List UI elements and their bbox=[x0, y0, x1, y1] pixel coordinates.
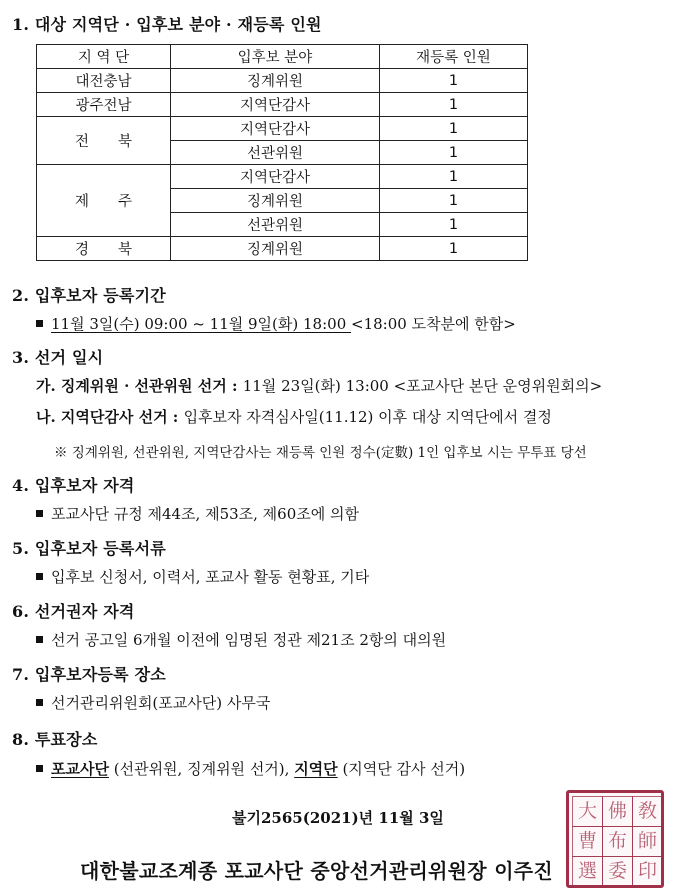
seal-glyph: 委 bbox=[602, 856, 633, 887]
seal-glyph: 印 bbox=[632, 856, 663, 887]
field-cell: 징계위원 bbox=[171, 69, 380, 93]
documents-text: 입후보 신청서, 이력서, 포교사 활동 현황표, 기타 bbox=[51, 568, 370, 586]
table-row bbox=[37, 69, 528, 93]
table-header-row bbox=[37, 45, 528, 69]
section-1-heading: 1. 대상 지역단 · 입후보 분야 · 재등록 인원 bbox=[12, 15, 322, 34]
election-date-a bbox=[36, 375, 602, 396]
seal-glyph: 佛 bbox=[602, 796, 633, 827]
election-date-b bbox=[36, 406, 552, 427]
section-5-heading: 5. 입후보자 등록서류 bbox=[12, 539, 166, 558]
voter-qualification-item bbox=[36, 629, 446, 650]
count-cell: 1 bbox=[380, 189, 528, 213]
period-text: 11월 3일(수) 09:00 ~ 11월 9일(화) 18:00 bbox=[51, 315, 352, 333]
count-cell: 1 bbox=[380, 117, 528, 141]
bullet-square-icon bbox=[36, 510, 43, 517]
period-note: <18:00 도착분에 한함> bbox=[351, 315, 516, 333]
voting-place-2-note: (지역단 감사 선거) bbox=[337, 760, 466, 778]
signature-line: 대한불교조계종 포교사단 중앙선거관리위원장 이주진 bbox=[80, 859, 554, 883]
bullet-square-icon bbox=[36, 573, 43, 580]
bullet-square-icon bbox=[36, 636, 43, 643]
election-a-text: 11월 23일(화) 13:00 <포교사단 본단 운영위원회의> bbox=[242, 377, 603, 395]
election-b-label: 나. 지역단감사 선거 : bbox=[36, 408, 184, 426]
field-cell: 지역단감사 bbox=[171, 117, 380, 141]
field-cell: 징계위원 bbox=[171, 237, 380, 261]
election-a-label: 가. 징계위원 · 선관위원 선거 : bbox=[36, 377, 243, 395]
section-6-heading: 6. 선거권자 자격 bbox=[12, 602, 135, 621]
section-2-heading: 2. 입후보자 등록기간 bbox=[12, 286, 166, 305]
document-date: 불기2565(2021)년 11월 3일 bbox=[232, 809, 444, 827]
registration-period bbox=[36, 313, 516, 334]
election-note: ※ 징계위원, 선관위원, 지역단감사는 재등록 인원 정수(定數) 1인 입후보 시는 무투표 당선 bbox=[54, 445, 587, 461]
table-header-region: 지 역 단 bbox=[37, 45, 171, 69]
registration-place-text: 선거관리위원회(포교사단) 사무국 bbox=[51, 694, 271, 712]
documents-item bbox=[36, 566, 369, 587]
count-cell: 1 bbox=[380, 237, 528, 261]
seal-glyph: 布 bbox=[602, 826, 633, 857]
table-header-count: 재등록 인원 bbox=[380, 45, 528, 69]
count-cell: 1 bbox=[380, 69, 528, 93]
region-table bbox=[36, 44, 528, 261]
election-b-text: 입후보자 자격심사일(11.12) 이후 대상 지역단에서 결정 bbox=[183, 408, 552, 426]
voting-place-item bbox=[36, 758, 465, 779]
seal-glyph: 敎 bbox=[632, 796, 663, 827]
seal-glyph: 曹 bbox=[572, 826, 603, 857]
field-cell: 선관위원 bbox=[171, 213, 380, 237]
bullet-square-icon bbox=[36, 320, 43, 327]
field-cell: 선관위원 bbox=[171, 141, 380, 165]
section-3-heading: 3. 선거 일시 bbox=[12, 348, 104, 367]
section-8-heading: 8. 투표장소 bbox=[12, 730, 98, 749]
table-row bbox=[37, 237, 528, 261]
seal-glyph: 師 bbox=[632, 826, 663, 857]
table-header-field: 입후보 분야 bbox=[171, 45, 380, 69]
voting-place-2: 지역단 bbox=[294, 760, 338, 778]
field-cell: 징계위원 bbox=[171, 189, 380, 213]
voter-qualification-text: 선거 공고일 6개월 이전에 임명된 정관 제21조 2항의 대의원 bbox=[51, 631, 447, 649]
region-cell: 경 북 bbox=[37, 237, 171, 261]
bullet-square-icon bbox=[36, 765, 43, 772]
region-cell: 제 주 bbox=[37, 165, 171, 237]
seal-glyph: 大 bbox=[572, 796, 603, 827]
section-4-heading: 4. 입후보자 자격 bbox=[12, 476, 135, 495]
qualification-item bbox=[36, 503, 359, 524]
section-7-heading: 7. 입후보자등록 장소 bbox=[12, 665, 166, 684]
count-cell: 1 bbox=[380, 141, 528, 165]
region-cell: 광주전남 bbox=[37, 93, 171, 117]
count-cell: 1 bbox=[380, 93, 528, 117]
region-cell: 전 북 bbox=[37, 117, 171, 165]
voting-place-1-note: (선관위원, 징계위원 선거), bbox=[108, 760, 295, 778]
table-row bbox=[37, 93, 528, 117]
field-cell: 지역단감사 bbox=[171, 93, 380, 117]
count-cell: 1 bbox=[380, 165, 528, 189]
seal-glyph: 選 bbox=[572, 856, 603, 887]
count-cell: 1 bbox=[380, 213, 528, 237]
field-cell: 지역단감사 bbox=[171, 165, 380, 189]
bullet-square-icon bbox=[36, 699, 43, 706]
registration-place-item bbox=[36, 692, 270, 713]
table-row bbox=[37, 165, 528, 189]
official-seal-stamp bbox=[566, 790, 664, 888]
table-row bbox=[37, 117, 528, 141]
region-cell: 대전충남 bbox=[37, 69, 171, 93]
qualification-text: 포교사단 규정 제44조, 제53조, 제60조에 의함 bbox=[51, 505, 359, 523]
voting-place-1: 포교사단 bbox=[51, 760, 109, 778]
